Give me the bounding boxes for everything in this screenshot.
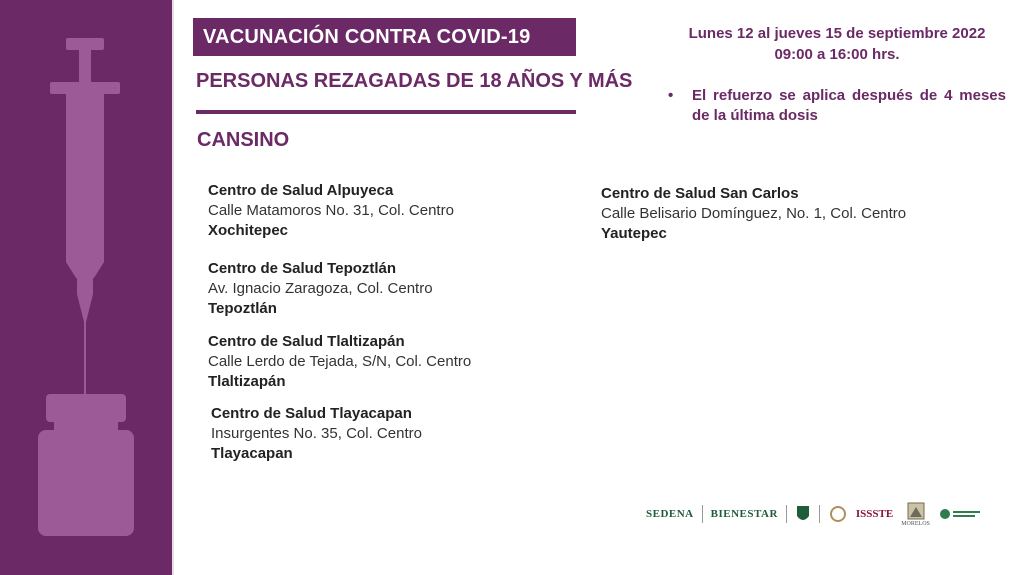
health-center-item: [601, 184, 906, 244]
center-municipality: Yautepec: [601, 225, 667, 242]
bullet-icon: •: [668, 87, 674, 104]
center-address: Calle Matamoros No. 31, Col. Centro: [208, 202, 454, 219]
brigade-logo-icon: [938, 506, 982, 522]
center-name: Centro de Salud Tlayacapan: [211, 405, 412, 422]
center-address: Av. Ignacio Zaragoza, Col. Centro: [208, 280, 433, 297]
booster-note: [668, 86, 1006, 126]
center-municipality: Tlayacapan: [211, 445, 293, 462]
center-municipality: Tepoztlán: [208, 300, 277, 317]
sedena-logo: SEDENA: [646, 508, 694, 520]
center-name: Centro de Salud Tlaltizapán: [208, 333, 405, 350]
schedule-hours: 09:00 a 16:00 hrs.: [774, 46, 900, 63]
page-title: VACUNACIÓN CONTRA COVID-19: [193, 18, 576, 56]
health-center-item: [208, 332, 471, 392]
center-address: Calle Lerdo de Tejada, S/N, Col. Centro: [208, 353, 472, 370]
center-address: Insurgentes No. 35, Col. Centro: [211, 425, 422, 442]
sponsor-logos: [646, 494, 986, 534]
center-name: Centro de Salud Tepoztlán: [208, 260, 397, 277]
morelos-emblem-icon: [906, 501, 926, 521]
center-name: Centro de Salud Alpuyeca: [208, 182, 394, 199]
issste-logo: ISSSTE: [855, 508, 894, 520]
sidebar-divider: [172, 0, 174, 575]
center-municipality: Xochitepec: [208, 222, 289, 239]
bienestar-logo: BIENESTAR: [710, 508, 778, 520]
center-address: Calle Belisario Domínguez, No. 1, Col. Centro: [601, 205, 907, 222]
logo-divider: [786, 505, 787, 523]
morelos-logo: MORELOS: [901, 501, 930, 528]
subtitle-divider: [196, 110, 576, 114]
audience-subtitle: PERSONAS REZAGADAS DE 18 AÑOS Y MÁS: [196, 70, 633, 92]
center-municipality: Tlaltizapán: [208, 373, 286, 390]
booster-note-text: El refuerzo se aplica después de 4 meses de la última dosis: [692, 87, 1006, 124]
logo-divider: [819, 505, 820, 523]
logo-divider: [702, 505, 703, 523]
health-center-item: [211, 404, 422, 464]
health-center-item: [208, 181, 454, 241]
schedule-dates: Lunes 12 al jueves 15 de septiembre 2022: [688, 25, 986, 42]
syringe-vial-icon: [0, 0, 172, 575]
vaccine-name: CANSINO: [197, 129, 290, 151]
center-name: Centro de Salud San Carlos: [601, 185, 799, 202]
issste-emblem-icon: [828, 505, 848, 523]
health-center-item: [208, 259, 433, 319]
schedule-block: [662, 23, 1012, 65]
imss-emblem-icon: [795, 504, 811, 524]
